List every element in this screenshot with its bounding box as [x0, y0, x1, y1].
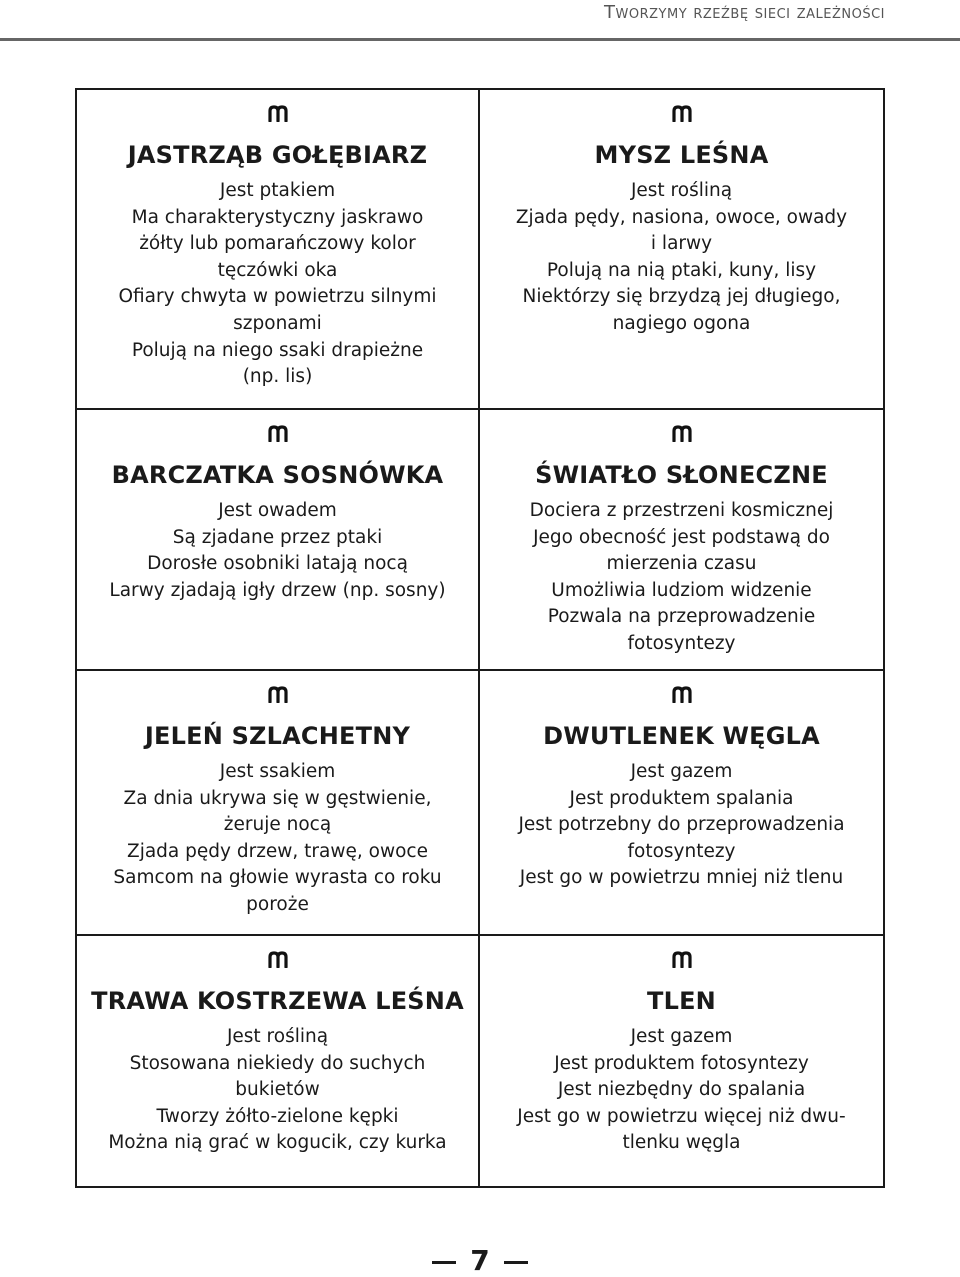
- bullet-icon: [480, 679, 883, 707]
- fact-line: fotosyntezy: [627, 632, 736, 654]
- bullet-icon: [77, 418, 478, 446]
- page-number-value: 7: [470, 1244, 490, 1277]
- card-mysz-lesna: [480, 90, 883, 410]
- page-number-dash-left: [432, 1261, 456, 1264]
- running-header: Tworzymy rzeźbę sieci zależności: [604, 2, 885, 23]
- fact-line: Za dnia ukrywa się w gęstwienie,: [123, 787, 432, 809]
- header-rule: [0, 38, 960, 41]
- card-title: MYSZ LEŚNA: [594, 141, 769, 169]
- card-facts: [480, 1024, 883, 1157]
- fact-line: Polują na nią ptaki, kuny, lisy: [546, 259, 817, 281]
- card-title: TLEN: [647, 987, 716, 1015]
- fact-line: Jest rośliną: [226, 1026, 329, 1047]
- card-barczatka-sosnowka: [77, 410, 480, 671]
- card-dwutlenek-wegla: [480, 671, 883, 936]
- fact-line: Ofiary chwyta w powietrzu silnymi: [118, 286, 437, 308]
- fact-line: Dorosłe osobniki latają nocą: [147, 553, 408, 575]
- card-jastrzab-golebiarz: [77, 90, 480, 410]
- fact-line: Jest niezbędny do spalania: [557, 1079, 806, 1101]
- card-facts: [77, 498, 478, 604]
- fact-line: Niektórzy się brzydzą jej długiego,: [522, 286, 841, 308]
- fact-line: Jest gazem: [630, 1026, 733, 1047]
- card-title: BARCZATKA SOSNÓWKA: [111, 461, 444, 489]
- fact-line: fotosyntezy: [627, 840, 736, 862]
- card-jelen-szlachetny: [77, 671, 480, 936]
- fact-line: Jest ssakiem: [219, 761, 336, 782]
- page-number: [0, 1244, 960, 1277]
- card-facts: [77, 178, 478, 391]
- fact-line: Jest owadem: [218, 500, 337, 521]
- fact-line: Zjada pędy, nasiona, owoce, owady: [515, 206, 848, 228]
- fact-line: Jest go w powietrzu mniej niż tlenu: [519, 867, 844, 889]
- fact-line: żółty lub pomarańczowy kolor: [139, 233, 416, 255]
- bullet-icon: [480, 418, 883, 446]
- card-grid: [75, 88, 885, 1188]
- card-title: DWUTLENEK WĘGLA: [543, 722, 820, 750]
- fact-line: Jego obecność jest podstawą do: [533, 526, 830, 548]
- card-facts: [480, 759, 883, 892]
- card-facts: [77, 1024, 478, 1157]
- card-title: JELEŃ SZLACHETNY: [144, 722, 411, 750]
- fact-line: Tworzy żółto-zielone kępki: [156, 1105, 399, 1127]
- bullet-icon: [480, 944, 883, 972]
- card-facts: [480, 178, 883, 338]
- bullet-icon: [77, 98, 478, 126]
- card-title: ŚWIATŁO SŁONECZNE: [535, 461, 828, 489]
- fact-line: tlenku węgla: [622, 1132, 741, 1154]
- fact-line: Jest potrzebny do przeprowadzenia: [518, 814, 845, 836]
- fact-line: Są zjadane przez ptaki: [172, 526, 383, 548]
- card-title: JASTRZĄB GOŁĘBIARZ: [127, 141, 428, 169]
- fact-line: Pozwala na przeprowadzenie: [547, 606, 816, 628]
- bullet-icon: [77, 679, 478, 707]
- fact-line: i larwy: [650, 233, 713, 255]
- fact-line: (np. lis): [242, 366, 313, 388]
- card-swiatlo-sloneczne: [480, 410, 883, 671]
- card-tlen: [480, 936, 883, 1186]
- fact-line: Larwy zjadają igły drzew (np. sosny): [109, 579, 446, 601]
- fact-line: Umożliwia ludziom widzenie: [551, 579, 812, 601]
- fact-line: żeruje nocą: [223, 814, 332, 836]
- fact-line: Zjada pędy drzew, trawę, owoce: [127, 840, 428, 862]
- fact-line: Jest ptakiem: [219, 180, 336, 201]
- fact-line: bukietów: [235, 1079, 320, 1101]
- fact-line: Samcom na głowie wyrasta co roku: [113, 867, 442, 889]
- fact-line: nagiego ogona: [612, 312, 751, 334]
- fact-line: Jest rośliną: [630, 180, 733, 201]
- card-facts: [77, 759, 478, 919]
- fact-line: Ma charakterystyczny jaskrawo: [131, 206, 424, 228]
- fact-line: Jest go w powietrzu więcej niż dwu-: [517, 1105, 846, 1127]
- fact-line: Jest gazem: [630, 761, 733, 782]
- bullet-icon: [77, 944, 478, 972]
- fact-line: poroże: [246, 893, 309, 915]
- bullet-icon: [480, 98, 883, 126]
- fact-line: Jest produktem fotosyntezy: [554, 1052, 809, 1074]
- fact-line: szponami: [233, 312, 322, 334]
- card-trawa-kostrzewa-lesna: [77, 936, 480, 1186]
- fact-line: mierzenia czasu: [606, 553, 757, 575]
- fact-line: Jest produktem spalania: [569, 787, 794, 809]
- fact-line: tęczówki oka: [217, 259, 338, 281]
- card-title: TRAWA KOSTRZEWA LEŚNA: [91, 987, 464, 1015]
- fact-line: Dociera z przestrzeni kosmicznej: [529, 500, 834, 521]
- fact-line: Można nią grać w kogucik, czy kurka: [108, 1132, 447, 1154]
- fact-line: Polują na niego ssaki drapieżne: [131, 339, 424, 361]
- page-number-dash-right: [504, 1261, 528, 1264]
- fact-line: Stosowana niekiedy do suchych: [129, 1052, 426, 1074]
- card-facts: [480, 498, 883, 658]
